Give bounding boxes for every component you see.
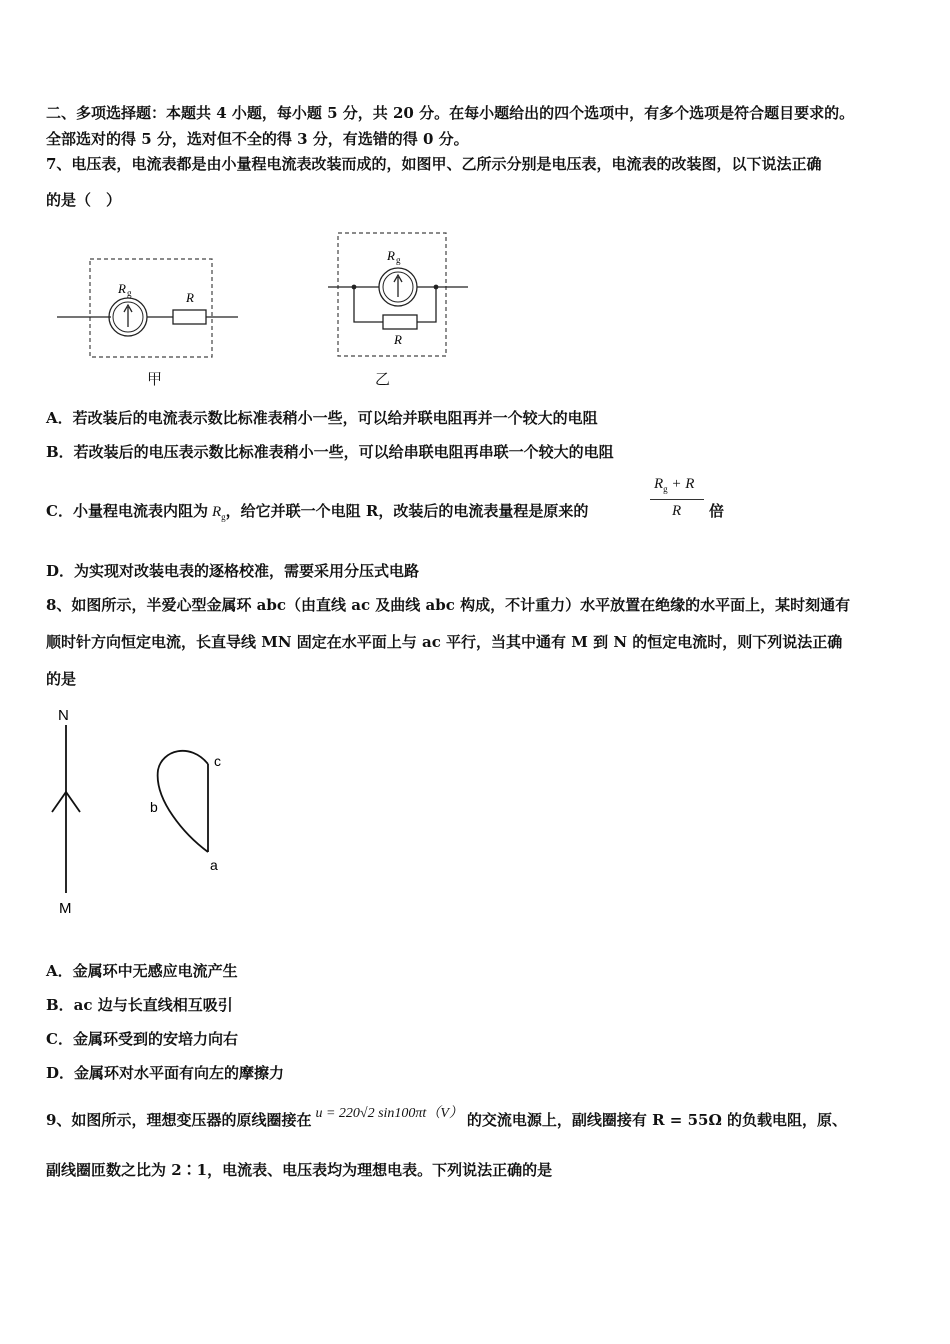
q8-option-b: B．ac 边与长直线相互吸引 (46, 996, 233, 1014)
q7-stem-line1: 7、电压表，电流表都是由小量程电流表改装而成的，如图甲、乙所示分别是电压表，电流表的改装图，以下说法正确 (46, 155, 822, 173)
q8-option-c: C．金属环受到的安培力向右 (46, 1030, 238, 1048)
fraction-num-rest: + R (667, 476, 695, 492)
jia-dashed-box (90, 259, 212, 357)
q7-option-b: B．若改装后的电压表示数比标准表稍小一些，可以给串联电阻再串联一个较大的电阻 (46, 443, 614, 461)
q7-option-c (46, 500, 588, 522)
q7-option-c-post: 倍 (709, 502, 725, 520)
yi-meter-label: R (387, 248, 395, 263)
fraction-num-sub: g (663, 484, 668, 494)
q9-stem-post: 的交流电源上，副线圈接有 R = 55Ω 的负载电阻，原、 (466, 1111, 848, 1129)
label-b: b (150, 799, 158, 815)
q8-stem-line1: 8、如图所示，半爱心型金属环 abc（由直线 ac 及曲线 abc 构成，不计重力）水平放置在绝缘的水平面上，某时刻通有 (46, 596, 851, 614)
q7-caption-yi: 乙 (375, 370, 391, 388)
yi-resistor (383, 315, 417, 329)
label-m: M (59, 900, 72, 917)
jia-meter-sub: g (127, 288, 132, 298)
q8-figure (50, 700, 240, 925)
q9-stem-pre: 9、如图所示，理想变压器的原线圈接在 (46, 1111, 312, 1129)
label-c: c (214, 753, 221, 769)
label-n: N (58, 707, 69, 724)
q7-option-c-rg-sub: g (221, 512, 226, 522)
jia-resistor (173, 310, 206, 324)
q7-caption-jia: 甲 (147, 370, 163, 388)
fraction-den: R (672, 503, 682, 519)
q7-stem-line2: 的是（ ） (46, 191, 122, 209)
yi-resistor-label: R (394, 332, 402, 347)
q8-stem-line3: 的是 (46, 670, 77, 688)
q7-option-c-mid: ，给它并联一个电阻 R，改装后的电流表量程是原来的 (225, 502, 589, 520)
section-heading-line1: 二、多项选择题：本题共 4 小题，每小题 5 分，共 20 分。在每小题给出的四个选项中，有多个选项是符合题目要求的。 (46, 104, 855, 122)
q7-option-d: D．为实现对改装电表的逐格校准，需要采用分压式电路 (46, 562, 420, 580)
q7-option-a: A．若改装后的电流表示数比标准表稍小一些，可以给并联电阻再并一个较大的电阻 (46, 409, 598, 427)
section-heading-line2: 全部选对的得 5 分，选对但不全的得 3 分，有选错的得 0 分。 (46, 130, 469, 148)
jia-meter-label: R (118, 281, 126, 296)
q7-figure-jia (55, 255, 240, 365)
q7-option-c-pre: C．小量程电流表内阻为 (46, 502, 208, 520)
q9-stem-line1 (46, 1106, 848, 1130)
q8-stem-line2: 顺时针方向恒定电流，长直导线 MN 固定在水平面上与 ac 平行，当其中通有 M 到 N 的恒定电流时，则下列说法正确 (46, 633, 843, 651)
q7-option-c-fraction (650, 474, 706, 524)
fraction-num-r: R (654, 476, 664, 492)
q9-stem-line2: 副线圈匝数之比为 2∶1，电流表、电压表均为理想电表。下列说法正确的是 (46, 1161, 553, 1179)
label-a: a (210, 857, 218, 873)
heart-ring-curve (158, 751, 208, 852)
q7-option-c-rg: R (211, 504, 222, 520)
q8-option-a: A．金属环中无感应电流产生 (46, 962, 238, 980)
q7-figure-yi (326, 230, 471, 360)
yi-meter-sub: g (396, 255, 401, 265)
fraction-bar (650, 499, 704, 500)
jia-resistor-label: R (186, 290, 194, 305)
q9-formula: u = 220√2 sin100πt（V） (315, 1106, 463, 1121)
q8-option-d: D．金属环对水平面有向左的摩擦力 (46, 1064, 285, 1082)
